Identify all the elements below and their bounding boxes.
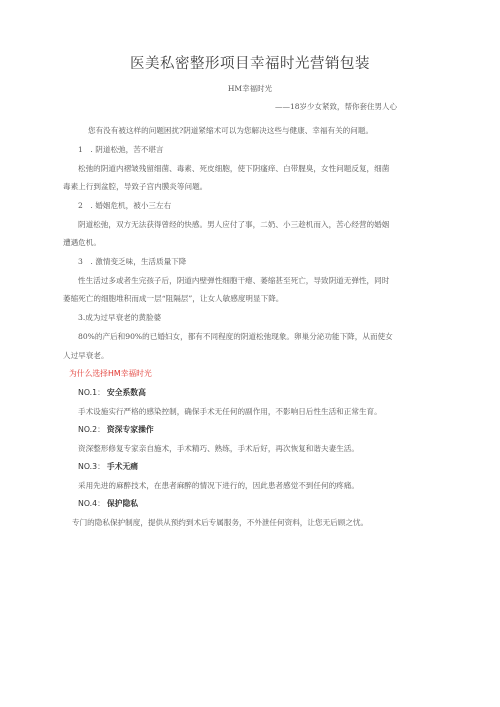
reason-4-heading [78, 498, 138, 509]
reason-3-number: NO.3： [78, 462, 105, 471]
reason-3-heading [78, 461, 138, 472]
problem-4-body-line1: 80%的产后和90%的已婚妇女，都有不同程度的阴道松弛现象。卵巢分泌功能下降，从而使女 [78, 332, 393, 341]
why-choose-heading: 为什么选择HM幸福时光 [69, 369, 152, 378]
problem-2-body-line1: 阴道松弛，双方无法获得曾经的快感。男人应付了事，二奶、小三趁机而入，苦心经营的婚姻 [78, 220, 390, 229]
document-tagline: ——18岁少女紧致，帮你套住男人心 [274, 102, 397, 111]
reason-1-heading [78, 387, 146, 398]
problem-2-body-line2: 遭遇危机。 [63, 238, 101, 247]
reason-3-title: 手术无痛 [106, 462, 139, 471]
problem-1-body-line1: 松弛的阴道内褶皱残留细菌、毒素、死皮细胞，使下阴瘙痒、白带腥臭，女性问题反复，细菌 [78, 164, 390, 173]
reason-3-desc: 采用先进的麻醉技术，在患者麻醉的情况下进行的，因此患者感觉不到任何的疼痛。 [78, 481, 359, 490]
problem-3-heading: 3 . 激情变乏味，生活质量下降 [78, 257, 187, 266]
reason-2-heading [78, 424, 154, 435]
problem-4-heading: 3.成为过早衰老的黄脸婆 [78, 313, 162, 322]
reason-2-title: 资深专家操作 [106, 425, 154, 434]
reason-4-desc: 专门的隐私保护制度，提供从预约到术后专属服务，不外泄任何资料，让您无后顾之忧。 [72, 518, 369, 527]
reason-2-desc: 资深整形修复专家亲自施术，手术精巧、熟练，手术后好，再次恢复和谐夫妻生活。 [78, 444, 359, 453]
intro-paragraph: 您有没有被这样的问题困扰?阴道紧缩术可以为您解决这些与健康、幸福有关的问题。 [88, 126, 374, 135]
problem-3-body-line2: 萎缩死亡的细胞堆积而成一层“阻隔层”，让女人敏感度明显下降。 [63, 294, 284, 303]
problem-4-body-line2: 人过早衰老。 [63, 351, 109, 360]
document-title: 医美私密整形项目幸福时光营销包装 [130, 56, 370, 72]
reason-2-number: NO.2： [78, 425, 105, 434]
reason-4-number: NO.4： [78, 499, 105, 508]
problem-3-body-line1: 性生活过多或者生完孩子后，阴道内壁弹性细胞干瘪、萎缩甚至死亡，导致阴道无弹性，同时 [78, 276, 390, 285]
document-subtitle: HM幸福时光 [227, 84, 273, 93]
reason-4-title: 保护隐私 [106, 499, 139, 508]
reason-1-title: 安全系数高 [106, 388, 146, 397]
problem-1-heading: 1 . 阴道松弛，苦不堪言 [78, 145, 164, 154]
reason-1-desc: 手术设施实行严格的感染控制，确保手术无任何的副作用，不影响日后性生活和正常生育。 [78, 407, 382, 416]
problem-1-body-line2: 毒素上行到盆腔，导致子宫内膜炎等问题。 [63, 182, 208, 191]
reason-1-number: NO.1： [78, 388, 105, 397]
problem-2-heading: 2 . 婚姻危机，被小三左右 [78, 201, 172, 210]
